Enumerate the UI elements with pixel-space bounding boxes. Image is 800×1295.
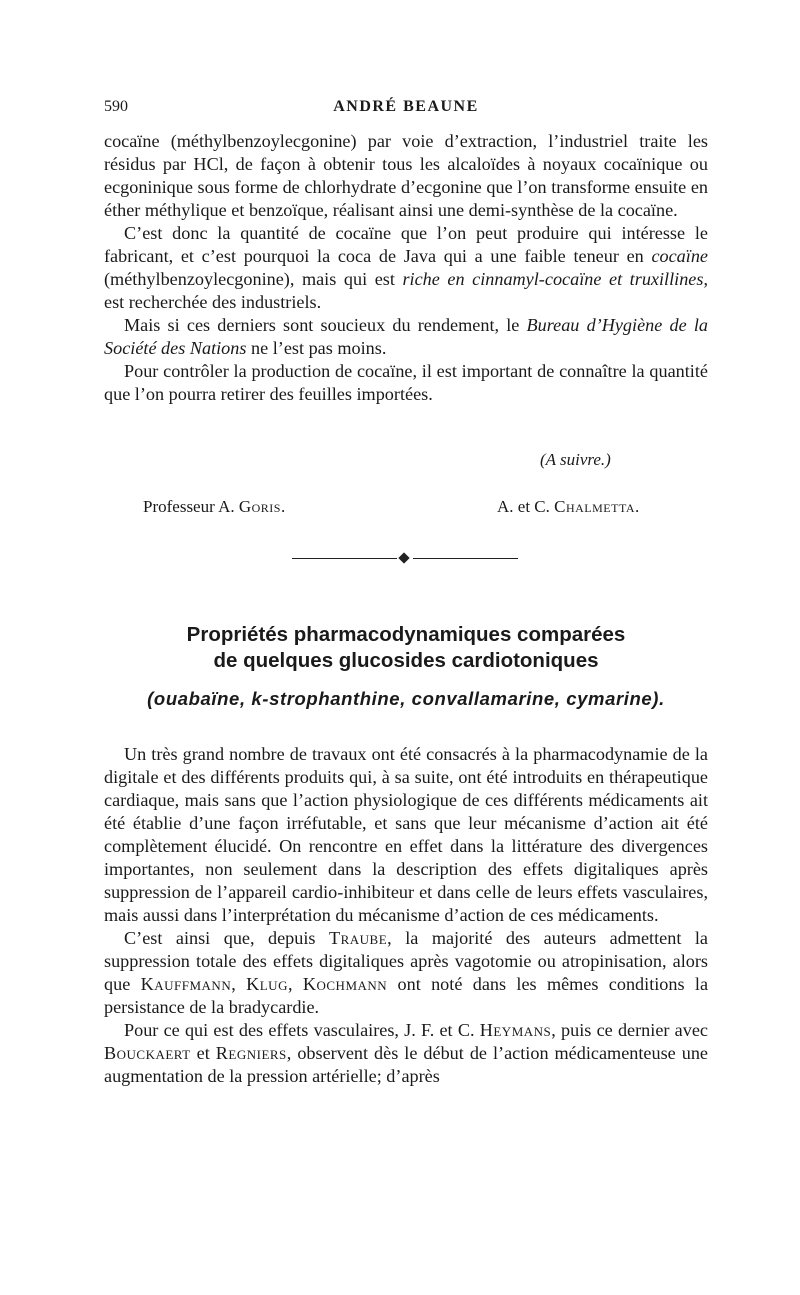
author-bouckaert: Bouckaert	[104, 1043, 191, 1063]
divider-line-left	[292, 558, 397, 559]
author-kochmann: Kochmann	[302, 974, 388, 994]
diamond-ornament-icon	[398, 552, 409, 563]
author-kauffmann: Kauffmann	[140, 974, 232, 994]
a-suivre-note: (A suivre.)	[540, 450, 611, 469]
running-title: ANDRÉ BEAUNE	[333, 98, 479, 115]
article-title	[104, 622, 708, 674]
paragraph-heymans: Pour ce qui est des effets vasculaires, J. F. et C. Heymans, puis ce dernier avec Bouckaert et Regniers, observent dès le début de l’action médicamenteuse une augmentation de la pression artérielle; d’après	[104, 1020, 708, 1086]
divider-line-right	[413, 558, 518, 559]
paragraph-travaux: Un très grand nombre de travaux ont été consacrés à la pharmacodynamie de la digitale et des différents produits qui, à sa suite, ont été introduits en thérapeutique cardiaque, mais sans que l’action physiologique de ces différents médicaments ait été établie d’une façon irréfutable, et sans que leur mécanisme d’action ait été complètement élucidé. On rencontre en effet dans la littérature des divergences importantes, non seulement dans la description des effets digitaliques après suppression de l’appareil cardio-inhibiteur et dans celle de leurs effets vasculaires, mais aussi dans l’interprétation du mécanisme d’action de ces médicaments.	[104, 744, 708, 925]
paragraph-fabricant: C’est donc la quantité de cocaïne que l’on peut produire qui intéresse le fabricant, et c’est pourquoi la coca de Java qui a une faible teneur en cocaïne (méthylbenzoylecgonine), mais qui est riche en cinnamyl-cocaïne et truxillines, est recherchée des industriels.	[104, 223, 708, 312]
signature-chalmetta: A. et C. Chalmetta.	[497, 497, 640, 516]
article-title-line-1: Propriétés pharmacodynamiques comparées	[186, 623, 626, 646]
section-divider	[292, 553, 518, 565]
previous-article-ending	[104, 130, 708, 406]
signature-goris: Professeur A. Goris.	[143, 497, 286, 516]
article-subtitle: (ouabaïne, k-strophanthine, convallamarine, cymarine).	[147, 688, 665, 709]
author-klug: Klug	[246, 974, 288, 994]
author-traube: Traube	[329, 928, 388, 948]
paragraph-controle: Pour contrôler la production de cocaïne, il est important de connaître la quantité que l’on pourra retirer des feuilles importées.	[104, 361, 708, 404]
running-head	[104, 98, 708, 124]
article-body	[104, 743, 708, 1088]
paragraph-traube: C’est ainsi que, depuis Traube, la majorité des auteurs admettent la suppression totale des effets digitaliques après vagotomie ou atropinisation, alors que Kauffmann, Klug, Kochmann ont noté dans les mêmes conditions la persistance de la bradycardie.	[104, 928, 709, 1017]
article-title-line-2: de quelques glucosides cardiotoniques	[213, 649, 599, 672]
paragraph-bureau-hygiene: Mais si ces derniers sont soucieux du rendement, le Bureau d’Hygiène de la Société des Nations ne l’est pas moins.	[104, 315, 708, 358]
page-number: 590	[104, 98, 128, 115]
author-heymans: Heymans	[479, 1020, 552, 1040]
author-regniers: Regniers	[215, 1043, 287, 1063]
paragraph-extraction: cocaïne (méthylbenzoylecgonine) par voie d’extraction, l’industriel traite les résidus par HCl, de façon à obtenir tous les alcaloïdes à noyaux cocaïnique ou ecgoninique sous forme de chlorhydrate d’ecgonine que l’on transforme ensuite en éther méthylique et benzoïque, réalisant ainsi une demi-synthèse de la cocaïne.	[104, 131, 708, 220]
